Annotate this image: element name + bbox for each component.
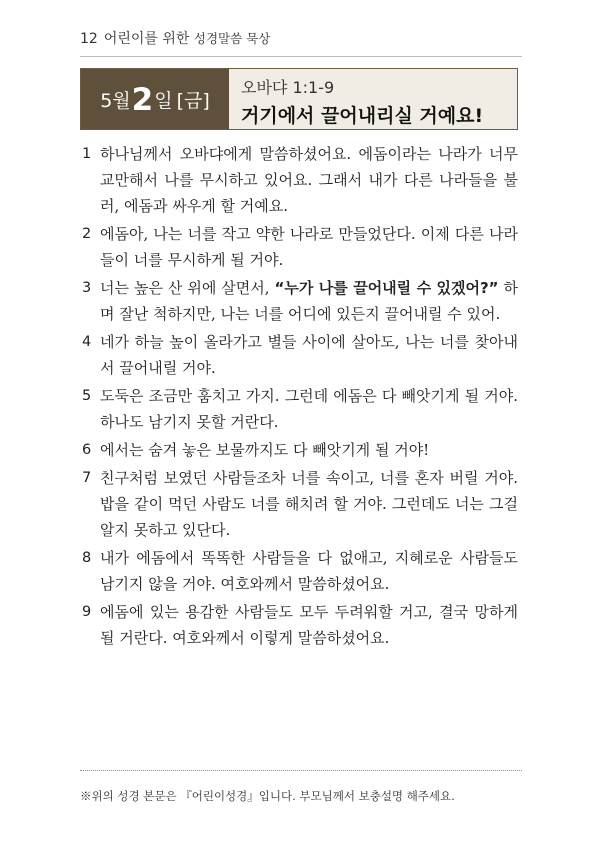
verse-number: 8 bbox=[82, 550, 92, 566]
title-block bbox=[229, 69, 483, 129]
month: 5월 bbox=[100, 89, 131, 112]
verse-1 bbox=[82, 141, 518, 219]
header-divider bbox=[80, 56, 522, 57]
verse-list bbox=[82, 141, 518, 653]
verse-9 bbox=[82, 599, 518, 651]
verse-text bbox=[100, 275, 518, 327]
verse-number: 4 bbox=[82, 334, 92, 350]
verse-text: 에돔에 있는 용감한 사람들도 모두 두려워할 거고, 결국 망하게 될 거란다. 여호와께서 이렇게 말씀하셨어요. bbox=[100, 603, 518, 647]
verse-text-part: 하며 잘난 척하지만, 나는 너를 어디에 있든지 끌어내릴 수 있어. bbox=[100, 279, 518, 323]
verse-5 bbox=[82, 383, 518, 435]
verse-number: 1 bbox=[82, 146, 92, 162]
verse-text: 내가 에돔에서 똑똑한 사람들을 다 없애고, 지혜로운 사람들도 남기지 않을 거야. 여호와께서 말씀하셨어요. bbox=[100, 549, 518, 593]
verse-7 bbox=[82, 465, 518, 543]
verse-text-part: 너는 높은 산 위에 살면서, bbox=[100, 279, 275, 297]
entry-title: 거기에서 끌어내리실 거예요! bbox=[241, 105, 484, 127]
date-tag bbox=[81, 69, 229, 129]
verse-number: 3 bbox=[82, 280, 92, 296]
day: 2 bbox=[131, 82, 154, 118]
verse-text: 하나님께서 오바댜에게 말씀하셨어요. 에돔이라는 나라가 너무 교만해서 나를 무시하고 있어요. 그래서 내가 다른 나라들을 불러, 에돔과 싸우게 할 거예요. bbox=[100, 145, 518, 215]
verse-text: 에돔아, 나는 너를 작고 약한 나라로 만들었단다. 이제 다른 나라들이 너를 무시하게 될 거야. bbox=[100, 225, 518, 269]
verse-number: 7 bbox=[82, 470, 92, 486]
verse-8 bbox=[82, 545, 518, 597]
scripture-reference: 오바댜 1:1-9 bbox=[241, 78, 335, 97]
verse-3 bbox=[82, 275, 518, 327]
verse-number: 5 bbox=[82, 388, 92, 404]
footer-divider bbox=[80, 770, 522, 771]
verse-number: 2 bbox=[82, 226, 92, 242]
footnote: ※위의 성경 본문은 『어린이성경』입니다. 부모님께서 보충설명 해주세요. bbox=[80, 789, 455, 803]
verse-text: 친구처럼 보였던 사람들조차 너를 속이고, 너를 혼자 버릴 거야. 밥을 같이 먹던 사람도 너를 해치려 할 거야. 그런데도 너는 그걸 알지 못하고 있단다. bbox=[100, 469, 518, 539]
weekday: [금] bbox=[176, 89, 210, 112]
verse-2 bbox=[82, 221, 518, 273]
page-number: 12 bbox=[80, 31, 98, 47]
verse-number: 9 bbox=[82, 604, 92, 620]
book-subtitle: 성경말씀 묵상 bbox=[193, 31, 271, 46]
verse-6 bbox=[82, 437, 518, 463]
running-header bbox=[80, 28, 270, 48]
verse-text: 네가 하늘 높이 올라가고 별들 사이에 살아도, 나는 너를 찾아내서 끌어내릴 거야. bbox=[100, 333, 518, 377]
verse-number: 6 bbox=[82, 442, 92, 458]
verse-4 bbox=[82, 329, 518, 381]
verse-quote-bold: “누가 나를 끌어내릴 수 있겠어?” bbox=[274, 279, 499, 297]
verse-text: 도둑은 조금만 훔치고 가지. 그런데 에돔은 다 빼앗기게 될 거야. 하나도 남기지 못할 거란다. bbox=[100, 387, 518, 431]
entry-header bbox=[80, 68, 518, 130]
book-title: 어린이를 위한 bbox=[103, 31, 190, 47]
day-suffix: 일 bbox=[154, 89, 173, 112]
verse-text: 에서는 숨겨 놓은 보물까지도 다 빼앗기게 될 거야! bbox=[100, 441, 430, 459]
